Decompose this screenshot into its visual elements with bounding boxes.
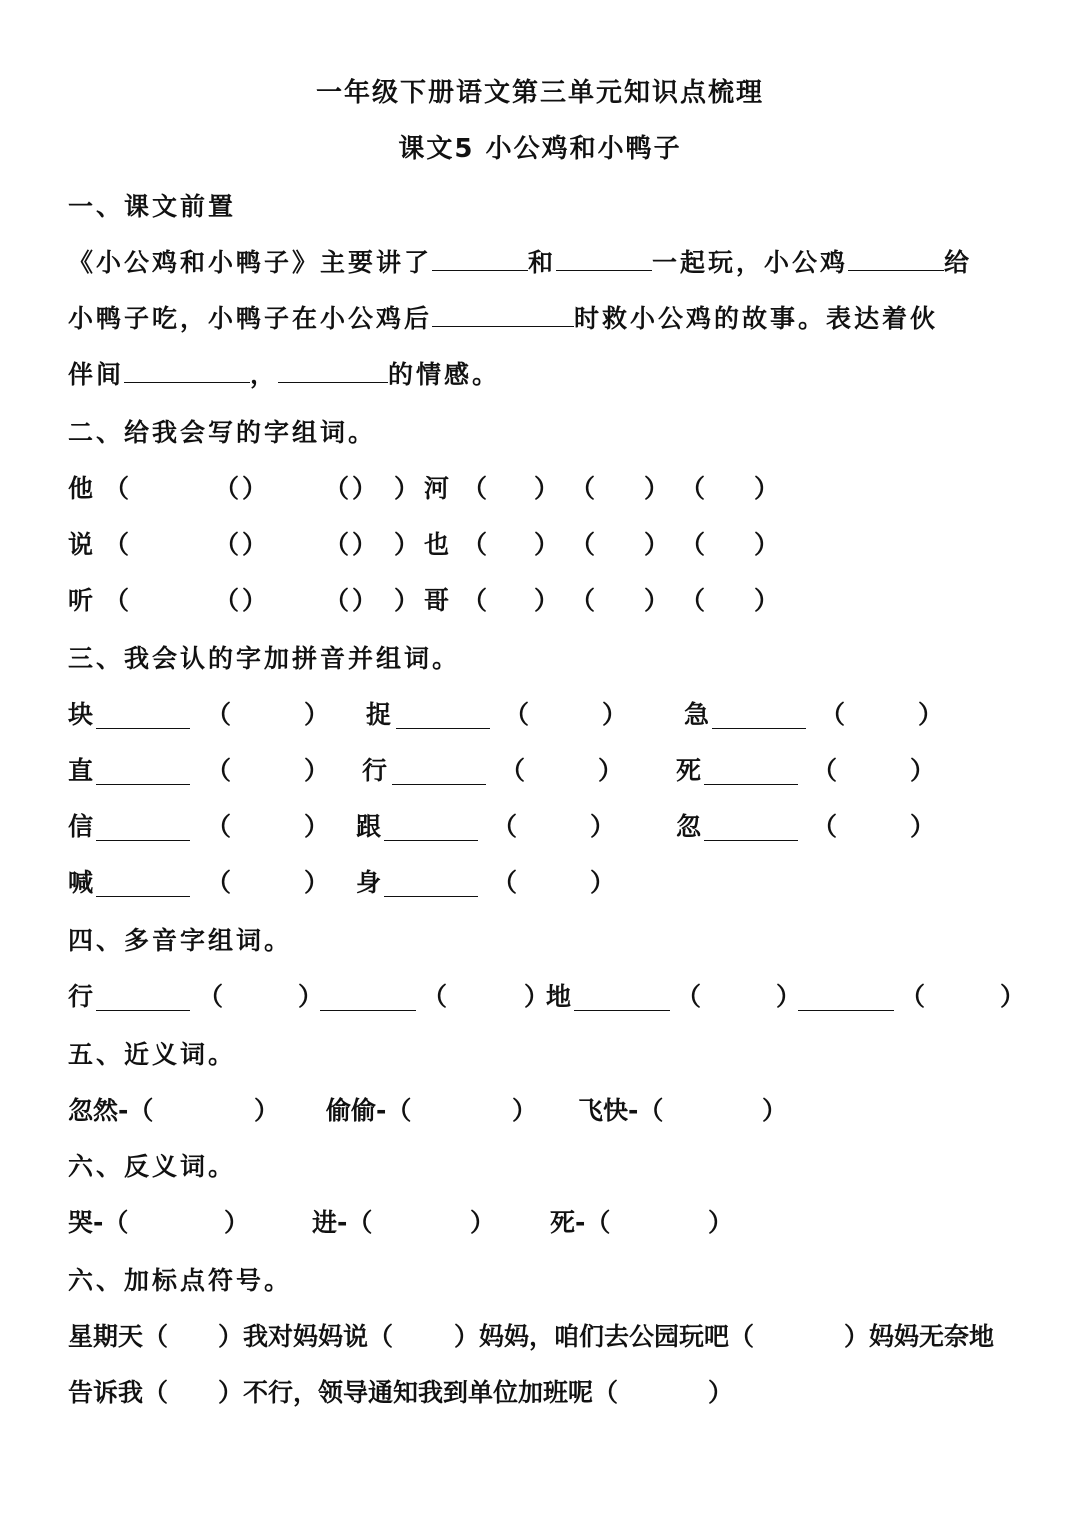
text-segment: 给: [944, 248, 973, 277]
text-segment: ）妈妈，咱们去公园玩吧（: [454, 1322, 755, 1351]
paren-open: （: [214, 586, 240, 615]
text-segment: ，: [250, 360, 279, 389]
paren-open: （: [812, 756, 838, 785]
paren-close: ）: [352, 586, 378, 615]
paren-open: （: [820, 700, 846, 729]
paren-close: ）: [644, 474, 670, 503]
paren-open: （: [462, 474, 488, 503]
lesson-title: 课文5 小公鸡和小鸭子: [398, 134, 682, 164]
paren-open: （: [812, 812, 838, 841]
character: 跟: [356, 812, 382, 841]
text-segment: ）: [708, 1378, 734, 1407]
paren-open: （: [214, 530, 240, 559]
paren-close: ）: [644, 586, 670, 615]
paren-open: （: [680, 474, 706, 503]
section-heading-5: 五、近义词。: [68, 1040, 237, 1069]
character: 也: [424, 530, 450, 559]
text-segment: 时救小公鸡的故事。表达着伙: [574, 304, 939, 333]
paren-close: ）: [708, 1208, 734, 1237]
paren-close: ）: [910, 812, 936, 841]
paren-open: （: [104, 586, 130, 615]
paren-close: ）: [394, 586, 420, 615]
paren-close: ）: [304, 700, 330, 729]
paren-open: （: [492, 868, 518, 897]
paren-close: ）: [298, 982, 324, 1011]
pinyin-blank[interactable]: [798, 986, 894, 1011]
character: 捉: [366, 700, 392, 729]
synonym-item: 偷偷-（: [326, 1096, 412, 1125]
paren-open: （: [570, 586, 596, 615]
character: 块: [68, 700, 94, 729]
character: 行: [362, 756, 388, 785]
pinyin-blank[interactable]: [96, 816, 190, 841]
character: 直: [68, 756, 94, 785]
text-segment: 《小公鸡和小鸭子》主要讲了: [68, 248, 433, 277]
paren-close: ）: [762, 1096, 788, 1125]
paren-close: ）: [394, 530, 420, 559]
synonym-row: [68, 1094, 1028, 1128]
fill-blank[interactable]: [124, 358, 250, 383]
pinyin-blank[interactable]: [704, 816, 798, 841]
paren-close: ）: [304, 868, 330, 897]
text-segment: 一起玩，小公鸡: [652, 248, 849, 277]
character: 地: [546, 982, 572, 1011]
pinyin-blank[interactable]: [384, 872, 478, 897]
paren-close: ）: [224, 1208, 250, 1237]
paren-close: ）: [470, 1208, 496, 1237]
paren-close: ）: [754, 530, 780, 559]
paren-open: （: [198, 982, 224, 1011]
punctuation-line-1: [68, 1320, 1028, 1354]
pinyin-blank[interactable]: [320, 986, 416, 1011]
text-segment: ）我对妈妈说（: [218, 1322, 394, 1351]
pinyin-row: [68, 810, 1028, 844]
fill-blank[interactable]: [848, 246, 944, 271]
punctuation-line-2: [68, 1376, 1028, 1410]
paren-open: （: [206, 868, 232, 897]
fill-blank[interactable]: [432, 302, 574, 327]
pinyin-row: [68, 698, 1028, 732]
pinyin-row: [68, 866, 1028, 900]
paren-close: ）: [1000, 982, 1026, 1011]
paragraph-line-3: [68, 358, 500, 392]
paren-close: ）: [254, 1096, 280, 1125]
paren-close: ）: [534, 474, 560, 503]
paren-close: ）: [352, 474, 378, 503]
character: 死: [676, 756, 702, 785]
pinyin-blank[interactable]: [396, 704, 490, 729]
paren-close: ）: [304, 812, 330, 841]
paren-close: ）: [242, 474, 268, 503]
paren-open: （: [206, 700, 232, 729]
paren-close: ）: [590, 868, 616, 897]
character: 他: [68, 474, 94, 503]
text-segment: 的情感。: [388, 360, 501, 389]
paren-open: （: [206, 756, 232, 785]
pinyin-blank[interactable]: [704, 760, 798, 785]
antonym-row: [68, 1206, 1028, 1240]
paren-open: （: [492, 812, 518, 841]
character: 信: [68, 812, 94, 841]
paren-close: ）: [598, 756, 624, 785]
paren-close: ）: [534, 586, 560, 615]
paren-close: ）: [534, 530, 560, 559]
paren-open: （: [422, 982, 448, 1011]
section-heading-1: 一、课文前置: [68, 192, 237, 221]
antonym-item: 进-（: [312, 1208, 373, 1237]
character: 说: [68, 530, 94, 559]
character: 喊: [68, 868, 94, 897]
text-segment: 告诉我（: [68, 1378, 169, 1407]
paragraph-line-1: [68, 246, 972, 280]
paren-open: （: [104, 474, 130, 503]
text-segment: 星期天（: [68, 1322, 169, 1351]
paren-open: （: [900, 982, 926, 1011]
paren-close: ）: [644, 530, 670, 559]
fill-blank[interactable]: [556, 246, 652, 271]
paren-close: ）: [910, 756, 936, 785]
synonym-item: 飞快-（: [578, 1096, 664, 1125]
paren-open: （: [324, 474, 350, 503]
synonym-item: 忽然-（: [68, 1096, 154, 1125]
paren-close: ）: [394, 474, 420, 503]
paren-close: ）: [512, 1096, 538, 1125]
paren-close: ）: [602, 700, 628, 729]
antonym-item: 哭-（: [68, 1208, 129, 1237]
pinyin-blank[interactable]: [712, 704, 806, 729]
section-heading-3: 三、我会认的字加拼音并组词。: [68, 644, 461, 673]
pinyin-blank[interactable]: [384, 816, 478, 841]
fill-blank[interactable]: [432, 246, 528, 271]
paren-close: ）: [524, 982, 550, 1011]
section-heading-7: 六、加标点符号。: [68, 1266, 293, 1295]
paren-open: （: [206, 812, 232, 841]
paren-open: （: [570, 474, 596, 503]
character: 身: [356, 868, 382, 897]
paren-open: （: [500, 756, 526, 785]
character: 听: [68, 586, 94, 615]
section-heading-4: 四、多音字组词。: [68, 926, 293, 955]
paren-close: ）: [352, 530, 378, 559]
paren-open: （: [504, 700, 530, 729]
character: 急: [684, 700, 710, 729]
text-segment: 和: [528, 248, 557, 277]
fill-blank[interactable]: [278, 358, 388, 383]
paren-close: ）: [590, 812, 616, 841]
pinyin-blank[interactable]: [96, 986, 190, 1011]
text-segment: 小鸭子吃，小鸭子在小公鸡后: [68, 304, 433, 333]
pinyin-blank[interactable]: [96, 704, 190, 729]
character: 行: [68, 982, 94, 1011]
paren-close: ）: [242, 530, 268, 559]
paren-close: ）: [754, 586, 780, 615]
paren-open: （: [462, 586, 488, 615]
paren-close: ）: [918, 700, 944, 729]
paren-open: （: [680, 530, 706, 559]
paren-open: （: [324, 530, 350, 559]
paren-close: ）: [776, 982, 802, 1011]
pinyin-blank[interactable]: [392, 760, 486, 785]
pinyin-row: [68, 754, 1028, 788]
section-heading-6: 六、反义词。: [68, 1152, 237, 1181]
word-row: [68, 472, 1028, 506]
section-heading-2: 二、给我会写的字组词。: [68, 418, 377, 447]
pinyin-blank[interactable]: [96, 872, 190, 897]
polyphone-row: [68, 980, 1028, 1014]
character: 河: [424, 474, 450, 503]
word-row: [68, 528, 1028, 562]
text-segment: 伴间: [68, 360, 125, 389]
pinyin-blank[interactable]: [96, 760, 190, 785]
text-segment: ）不行，领导通知我到单位加班呢（: [218, 1378, 619, 1407]
paren-open: （: [104, 530, 130, 559]
paren-open: （: [324, 586, 350, 615]
character: 忽: [676, 812, 702, 841]
paren-open: （: [214, 474, 240, 503]
paren-open: （: [680, 586, 706, 615]
paren-open: （: [462, 530, 488, 559]
paren-close: ）: [754, 474, 780, 503]
antonym-item: 死-（: [550, 1208, 611, 1237]
paren-close: ）: [242, 586, 268, 615]
paren-open: （: [570, 530, 596, 559]
paragraph-line-2: [68, 302, 938, 336]
page-title: 一年级下册语文第三单元知识点梳理: [315, 78, 764, 108]
pinyin-blank[interactable]: [574, 986, 670, 1011]
paren-close: ）: [304, 756, 330, 785]
text-segment: ）妈妈无奈地: [844, 1322, 995, 1351]
character: 哥: [424, 586, 450, 615]
paren-open: （: [676, 982, 702, 1011]
word-row: [68, 584, 1028, 618]
